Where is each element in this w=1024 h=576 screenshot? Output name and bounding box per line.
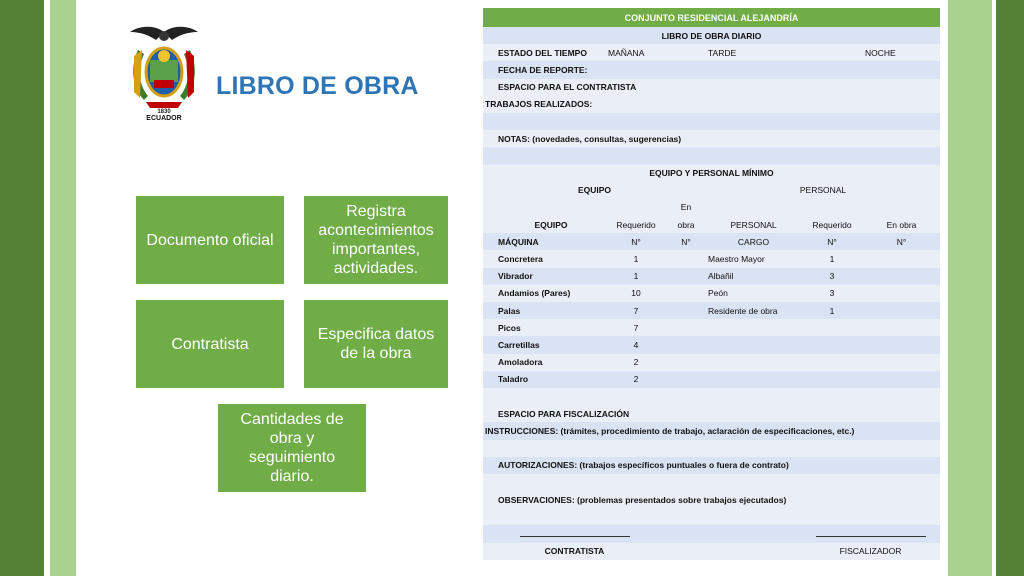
table-row: Amoladora 2 bbox=[483, 354, 940, 371]
contractor-space-label: ESPACIO PARA EL CONTRATISTA bbox=[496, 79, 940, 96]
machine-header: MÁQUINA bbox=[496, 233, 606, 250]
table-row: Picos 7 bbox=[483, 319, 940, 336]
role-on-site-num-header: N° bbox=[863, 233, 940, 250]
svg-text:ECUADOR: ECUADOR bbox=[146, 115, 182, 122]
work-done-field bbox=[483, 113, 940, 130]
fiscal-space-label: ESPACIO PARA FISCALIZACIÓN bbox=[496, 405, 940, 422]
machine-num-header: N° bbox=[606, 233, 666, 250]
report-date-label: FECHA DE REPORTE: bbox=[496, 61, 940, 78]
left-light-bar bbox=[50, 0, 76, 576]
weather-afternoon: TARDE bbox=[706, 44, 863, 61]
svg-text:1830: 1830 bbox=[157, 109, 171, 115]
weather-night: NOCHE bbox=[863, 44, 940, 61]
equipment-on-site-header: obra bbox=[666, 216, 706, 233]
authorizations-label: AUTORIZACIONES: (trabajos específicos puntuales o fuera de contrato) bbox=[496, 457, 940, 474]
table-row: Palas 7 Residente de obra 1 bbox=[483, 302, 940, 319]
supervisor-signature-label: FISCALIZADOR bbox=[801, 543, 940, 560]
seal-caption bbox=[146, 115, 181, 122]
table-row: Concretera 1 Maestro Mayor 1 bbox=[483, 250, 940, 267]
box-quantities-tracking: Cantidades de obra y seguimiento diario. bbox=[218, 404, 366, 492]
table-row: Vibrador 1 Albañil 3 bbox=[483, 268, 940, 285]
personnel-group-header: PERSONAL bbox=[706, 182, 940, 199]
equipment-group-header: EQUIPO bbox=[483, 182, 706, 199]
contractor-signature-label: CONTRATISTA bbox=[483, 543, 666, 560]
box-contractor: Contratista bbox=[136, 300, 284, 388]
box-project-data: Especifica datos de la obra bbox=[304, 300, 448, 388]
personnel-on-site-header: En obra bbox=[863, 216, 940, 233]
instructions-label: INSTRUCCIONES: (trámites, procedimiento de trabajo, aclaración de especificaciones, etc.) bbox=[483, 422, 940, 439]
role-num-header: N° bbox=[801, 233, 863, 250]
personnel-col-header: PERSONAL bbox=[706, 216, 801, 233]
role-header: CARGO bbox=[706, 233, 801, 250]
equipment-required-header: Requerido bbox=[606, 216, 666, 233]
box-official-document: Documento oficial bbox=[136, 196, 284, 284]
form-header: CONJUNTO RESIDENCIAL ALEJANDRÍA bbox=[483, 8, 940, 27]
weather-label: ESTADO DEL TIEMPO bbox=[496, 44, 606, 61]
observations-label: OBSERVACIONES: (problemas presentados sobre trabajos ejecutados) bbox=[496, 491, 940, 508]
en-label: En bbox=[666, 199, 706, 216]
table-row: Andamios (Pares) 10 Peón 3 bbox=[483, 285, 940, 302]
equipment-col-header: EQUIPO bbox=[496, 216, 606, 233]
work-done-label: TRABAJOS REALIZADOS: bbox=[483, 96, 940, 113]
work-log-form bbox=[483, 8, 940, 560]
box-records-events: Registra acontecimientos importantes, actividades. bbox=[304, 196, 448, 284]
machine-on-site-num-header: N° bbox=[666, 233, 706, 250]
right-dark-bar bbox=[996, 0, 1024, 576]
table-row: Carretillas 4 bbox=[483, 336, 940, 353]
ecuador-seal-icon bbox=[124, 22, 204, 122]
table-row: Taladro 2 bbox=[483, 371, 940, 388]
personnel-required-header: Requerido bbox=[801, 216, 863, 233]
slide-title: LIBRO DE OBRA bbox=[216, 72, 419, 100]
min-section-title: EQUIPO Y PERSONAL MÍNIMO bbox=[483, 165, 940, 182]
form-subheader: LIBRO DE OBRA DIARIO bbox=[483, 27, 940, 44]
notes-label: NOTAS: (novedades, consultas, sugerencias) bbox=[496, 130, 940, 147]
notes-field bbox=[483, 147, 940, 164]
contractor-signature-line bbox=[520, 536, 630, 537]
right-light-bar bbox=[948, 0, 992, 576]
supervisor-signature-line bbox=[816, 536, 926, 537]
left-dark-bar bbox=[0, 0, 44, 576]
weather-morning: MAÑANA bbox=[606, 44, 706, 61]
